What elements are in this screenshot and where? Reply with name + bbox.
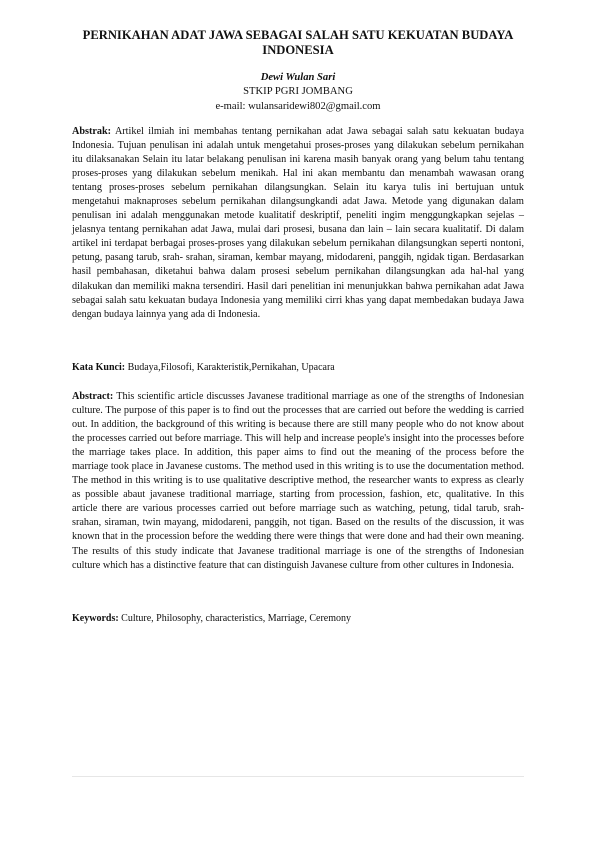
abstract-label: Abstract: bbox=[72, 391, 114, 402]
abstrak-text: Artikel ilmiah ini membahas tentang pernikahan adat Jawa sebagai salah satu kekuatan budaya Indonesia. Tujuan penulisan ini adalah untuk mengetahui proses-proses yang dilakukan sebelum pernikahan itu dilaksanakan Selain itu latar belakang penulisan ini karena masih banyak orang yang belum tahu tentang proses-proses yang dilakukan sebelum menikah. Hal ini akan membantu dan menambah wawasan orang tentang proses-proses sebelum pernikahan dilangsungkan. Selain itu karya tulis ini bertujuan untuk mengetahui maknaproses sebelum pernikahan dilangsungkandi adat Jawa. Metode yang digunakan dalam penulisan ini adalah menggunakan metode kualitatif deskriptif, peneliti ingim menggungkapkan sejelas – jelasnya tentang pernikahan adat Jawa, mulai dari prosesi, busana dan lain – lain secara kualitatif. Di dalam artikel ini terdapat berbagai proses-proses yang dilakukan sebelum pernikahan dilangsungkan seperti nontoni, petung, pasang tarub, srah- srahan, siraman, kembar mayang, midodareni, panggih, ngidak tigan. Berdasarkan hasil pembahasan, diketahui bahwa dalam prosesi sebelum pernikahan dilangsungkan ada hal-hal yang dilakukan dan memiliki makna tersendiri. Hasil dari penelitian ini menunjukkan bahwa pernikahan adat Jawa sebagai salah satu kekuatan budaya Indonesia yang memiliki cirri khas yang dapat membedakan budaya Jawa dengan budaya lainnya yang ada di Indonesia. bbox=[72, 126, 524, 320]
author-email: e-mail: wulansaridewi802@gmail.com bbox=[215, 101, 381, 112]
author-name: Dewi Wulan Sari bbox=[260, 72, 336, 83]
paper-title: PERNIKAHAN ADAT JAWA SEBAGAI SALAH SATU KEKUATAN BUDAYA INDONESIA bbox=[82, 28, 514, 57]
abstrak-label: Abstrak: bbox=[72, 126, 112, 137]
kata-kunci-label: Kata Kunci: bbox=[72, 362, 126, 373]
footer-divider bbox=[72, 776, 524, 777]
kata-kunci-text: Budaya,Filosofi, Karakteristik,Pernikahan, Upacara bbox=[127, 362, 335, 373]
abstract-text: This scientific article discusses Javanese traditional marriage as one of the strengths of Indonesian culture. The purpose of this paper is to find out the processes that are carried out before the wedding is carried out. In addition, the background of this writing is because there are still many people who do not know about the processes carried out before marriage. This will help and increase people's insight into the processes before the marriage takes place. In addition, this paper aims to find out the meaning of the process before the marriage took place in Javanese customs. The method used in this writing is to use the documentation method. The method in this writing is to use qualitative descriptive method, the researcher wants to express as clearly as possible abaut javanese traditional marriage, starting from procession, fashion, etc, qualitative. In this article there are various processes carried out before marriage such as watching, petung, tidal tarub, srah-srahan, siraman, twin mayang, midodareni, panggih, not tigan. Based on the results of the discussion, it was known that in the procession before the wedding there were things that were done and had their own meaning. The results of this study indicate that Javanese traditional marriage is one of the strengths of Indonesian culture which has a distinctive feature that can distinguish Javanese culture from other cultures in Indonesia. bbox=[72, 391, 524, 571]
kata-kunci-paragraph bbox=[72, 361, 524, 375]
abstrak-paragraph bbox=[72, 125, 524, 322]
abstract-paragraph bbox=[72, 390, 524, 573]
keywords-text: Culture, Philosophy, characteristics, Marriage, Ceremony bbox=[121, 613, 352, 624]
keywords-label: Keywords: bbox=[72, 613, 119, 624]
author-affiliation: STKIP PGRI JOMBANG bbox=[243, 86, 353, 97]
keywords-paragraph bbox=[72, 612, 524, 626]
